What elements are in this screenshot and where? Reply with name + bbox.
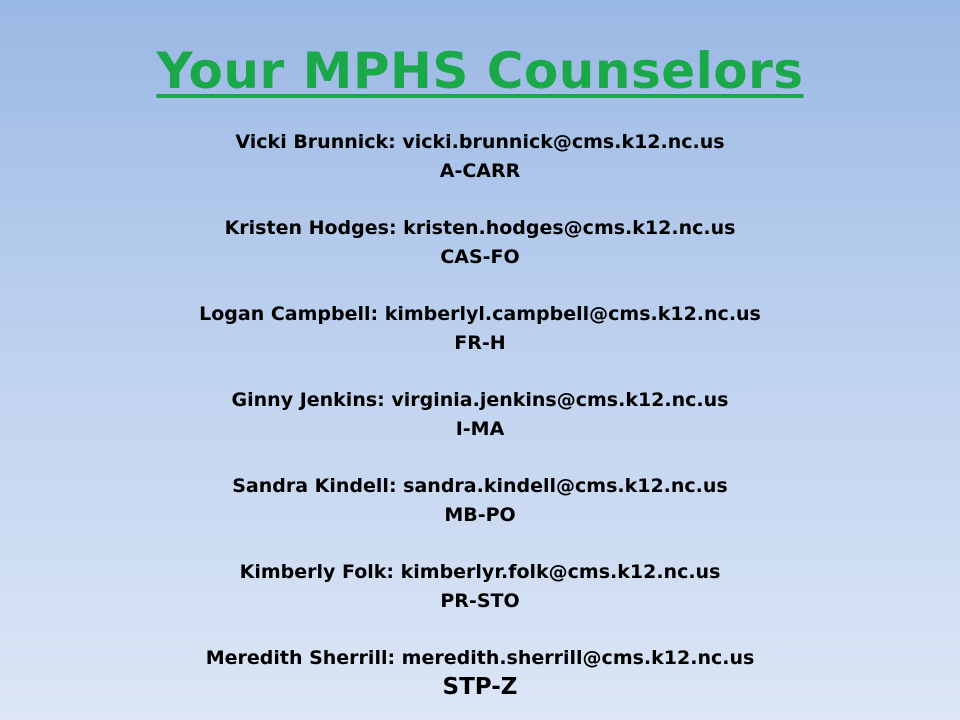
counselor-entry (0, 558, 960, 644)
counselor-contact: Kristen Hodges: kristen.hodges@cms.k12.nc.us (224, 217, 736, 239)
counselor-entry (0, 472, 960, 558)
counselor-contact: Logan Campbell: kimberlyl.campbell@cms.k12.nc.us (199, 303, 761, 325)
counselor-entry (0, 128, 960, 214)
counselor-alpha-range: I-MA (455, 418, 505, 440)
counselor-alpha-range: MB-PO (444, 504, 516, 526)
counselor-alpha-range: FR-H (454, 332, 506, 354)
slide-title (0, 40, 960, 102)
counselor-alpha-range: CAS-FO (440, 246, 520, 268)
counselor-contact: Meredith Sherrill: meredith.sherrill@cms.k12.nc.us (205, 647, 755, 669)
counselor-alpha-range: PR-STO (440, 590, 520, 612)
counselor-contact: Vicki Brunnick: vicki.brunnick@cms.k12.nc.us (235, 131, 725, 153)
counselor-contact: Ginny Jenkins: virginia.jenkins@cms.k12.nc.us (231, 389, 729, 411)
counselor-list (0, 128, 960, 720)
counselor-alpha-range: STP-Z (442, 674, 518, 700)
counselor-entry (0, 386, 960, 472)
counselor-alpha-range: A-CARR (439, 160, 521, 182)
counselor-contact: Sandra Kindell: sandra.kindell@cms.k12.nc.us (232, 475, 728, 497)
slide-title-text: Your MPHS Counselors (156, 42, 804, 100)
counselor-entry (0, 644, 960, 720)
counselor-entry (0, 214, 960, 300)
counselor-contact: Kimberly Folk: kimberlyr.folk@cms.k12.nc.us (239, 561, 721, 583)
counselor-entry (0, 300, 960, 386)
